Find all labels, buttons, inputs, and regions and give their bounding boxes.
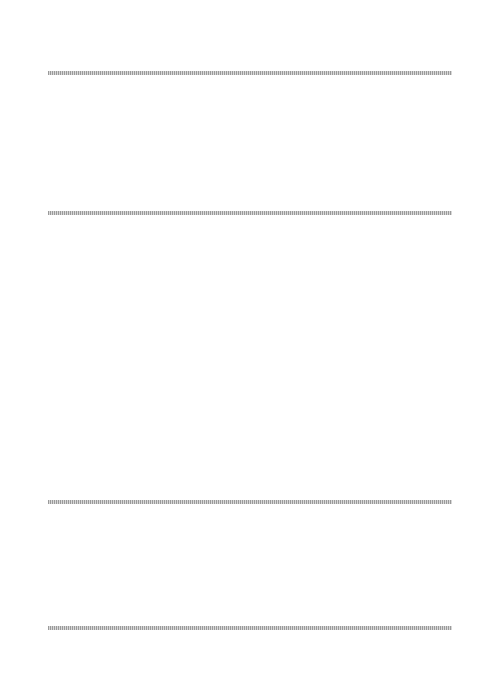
divider — [48, 500, 452, 504]
divider — [48, 626, 452, 630]
